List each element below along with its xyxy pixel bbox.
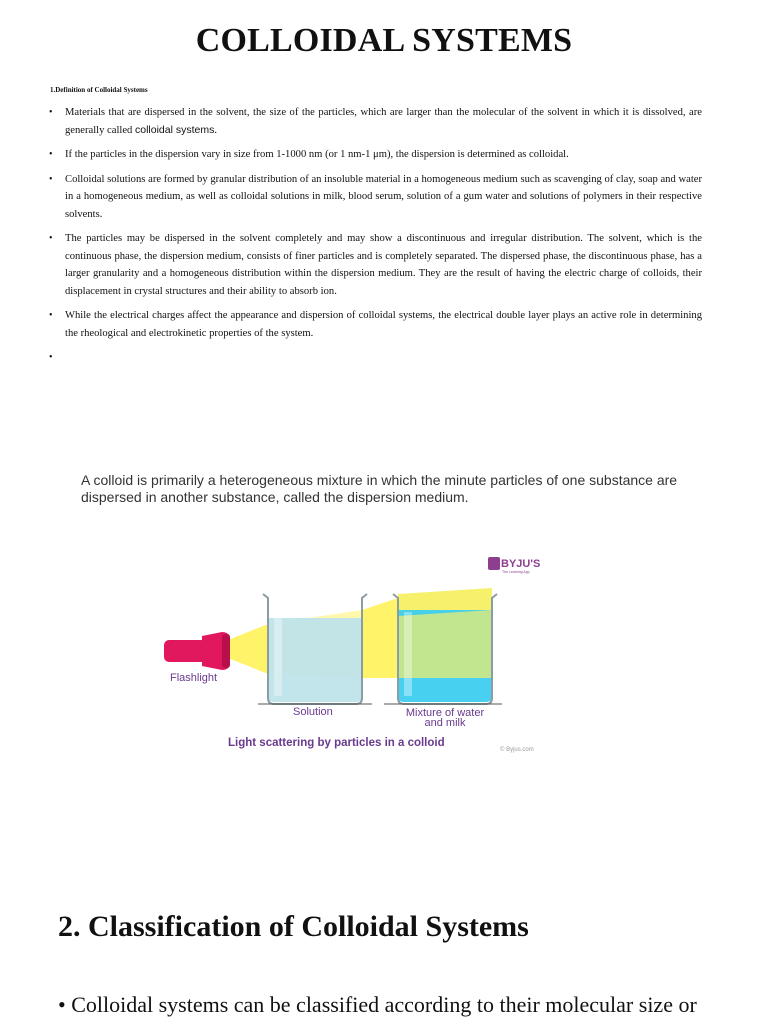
mixture-label-line1: Mixture of water <box>405 707 485 719</box>
bullet-text: While the electrical charges affect the appearance and dispersion of colloidal systems, the electrical double layer plays an active role in determining the rheological and electrokinetic properties of the system. <box>65 310 702 339</box>
bullet-item <box>48 171 702 224</box>
bullet-item <box>48 230 702 300</box>
light-beam-2 <box>362 598 398 678</box>
bullet-dot: • <box>49 173 53 185</box>
bold-term: colloidal systems <box>135 123 215 136</box>
brand-name: BYJU'S <box>501 558 541 570</box>
bullet-text-end: . <box>214 124 218 136</box>
figure-caption: Light scattering by particles in a colloid <box>228 737 445 749</box>
byjus-logo <box>488 557 540 574</box>
solution-beaker <box>263 594 367 704</box>
page-title: COLLOIDAL SYSTEMS <box>195 22 573 59</box>
section-1-label: 1.Definition of Colloidal Systems <box>50 86 148 94</box>
mixture-label-line2: and milk <box>424 717 466 729</box>
definition-bullet-list <box>48 104 702 363</box>
flashlight-icon <box>164 632 230 670</box>
bullet-text: The particles may be dispersed in the solvent completely and may show a discontinuous and irregular distribution. The solvent, which is the continuous phase, the dispersion medium, consists of finer particles and is completely separated. The dispersed phase, the discontinuous phase, has a larger granularity and a homogeneous distribution within the dispersion medium. They are the result of having the electric charge of colloids, their displacement in crystal structures and their ability to absorb ion. <box>65 233 702 297</box>
flashlight-label: Flashlight <box>170 672 218 684</box>
mixture-beaker <box>393 594 497 704</box>
bullet-dot: • <box>49 233 53 244</box>
light-scattering-diagram <box>150 548 550 758</box>
diagram-svg <box>150 548 550 758</box>
bullet-dot: • <box>49 310 53 321</box>
colloid-definition-caption: A colloid is primarily a heterogeneous mixture in which the minute particles of one substance are dispersed in another substance, called the dispersion medium. <box>81 472 678 505</box>
light-beam-1 <box>228 624 268 674</box>
bullet-item <box>48 307 702 342</box>
bullet-dot: • <box>49 352 53 363</box>
byjus-logo-icon <box>488 557 500 570</box>
section-2-bullet: • Colloidal systems can be classified according to their molecular size or <box>58 992 697 1017</box>
solution-label: Solution <box>293 706 333 718</box>
bullet-text: Colloidal solutions are formed by granular distribution of an insoluble material in a homogeneous medium such as scavenging of clay, soap and water in a homogeneous medium, as well as colloidal solutions in milk, blood serum, solution of a gum water and solutions of polymers in their respective solvents. <box>65 173 702 220</box>
bullet-item <box>48 104 702 139</box>
bullet-item <box>48 146 702 164</box>
bullet-dot: • <box>49 107 53 118</box>
brand-tagline: The Learning App <box>502 570 530 574</box>
bullet-text: Materials that are dispersed in the solvent, the size of the particles, which are larger than the molecular of the solvent in which it is dissolved, are generally called <box>65 107 702 136</box>
bullet-dot: • <box>49 149 53 160</box>
section-2-heading: 2. Classification of Colloidal Systems <box>58 910 529 943</box>
figure-credit: © Byjus.com <box>500 747 534 753</box>
bullet-text: If the particles in the dispersion vary in size from 1-1000 nm (or 1 nm-1 μm), the dispersion is determined as colloidal. <box>65 149 569 160</box>
